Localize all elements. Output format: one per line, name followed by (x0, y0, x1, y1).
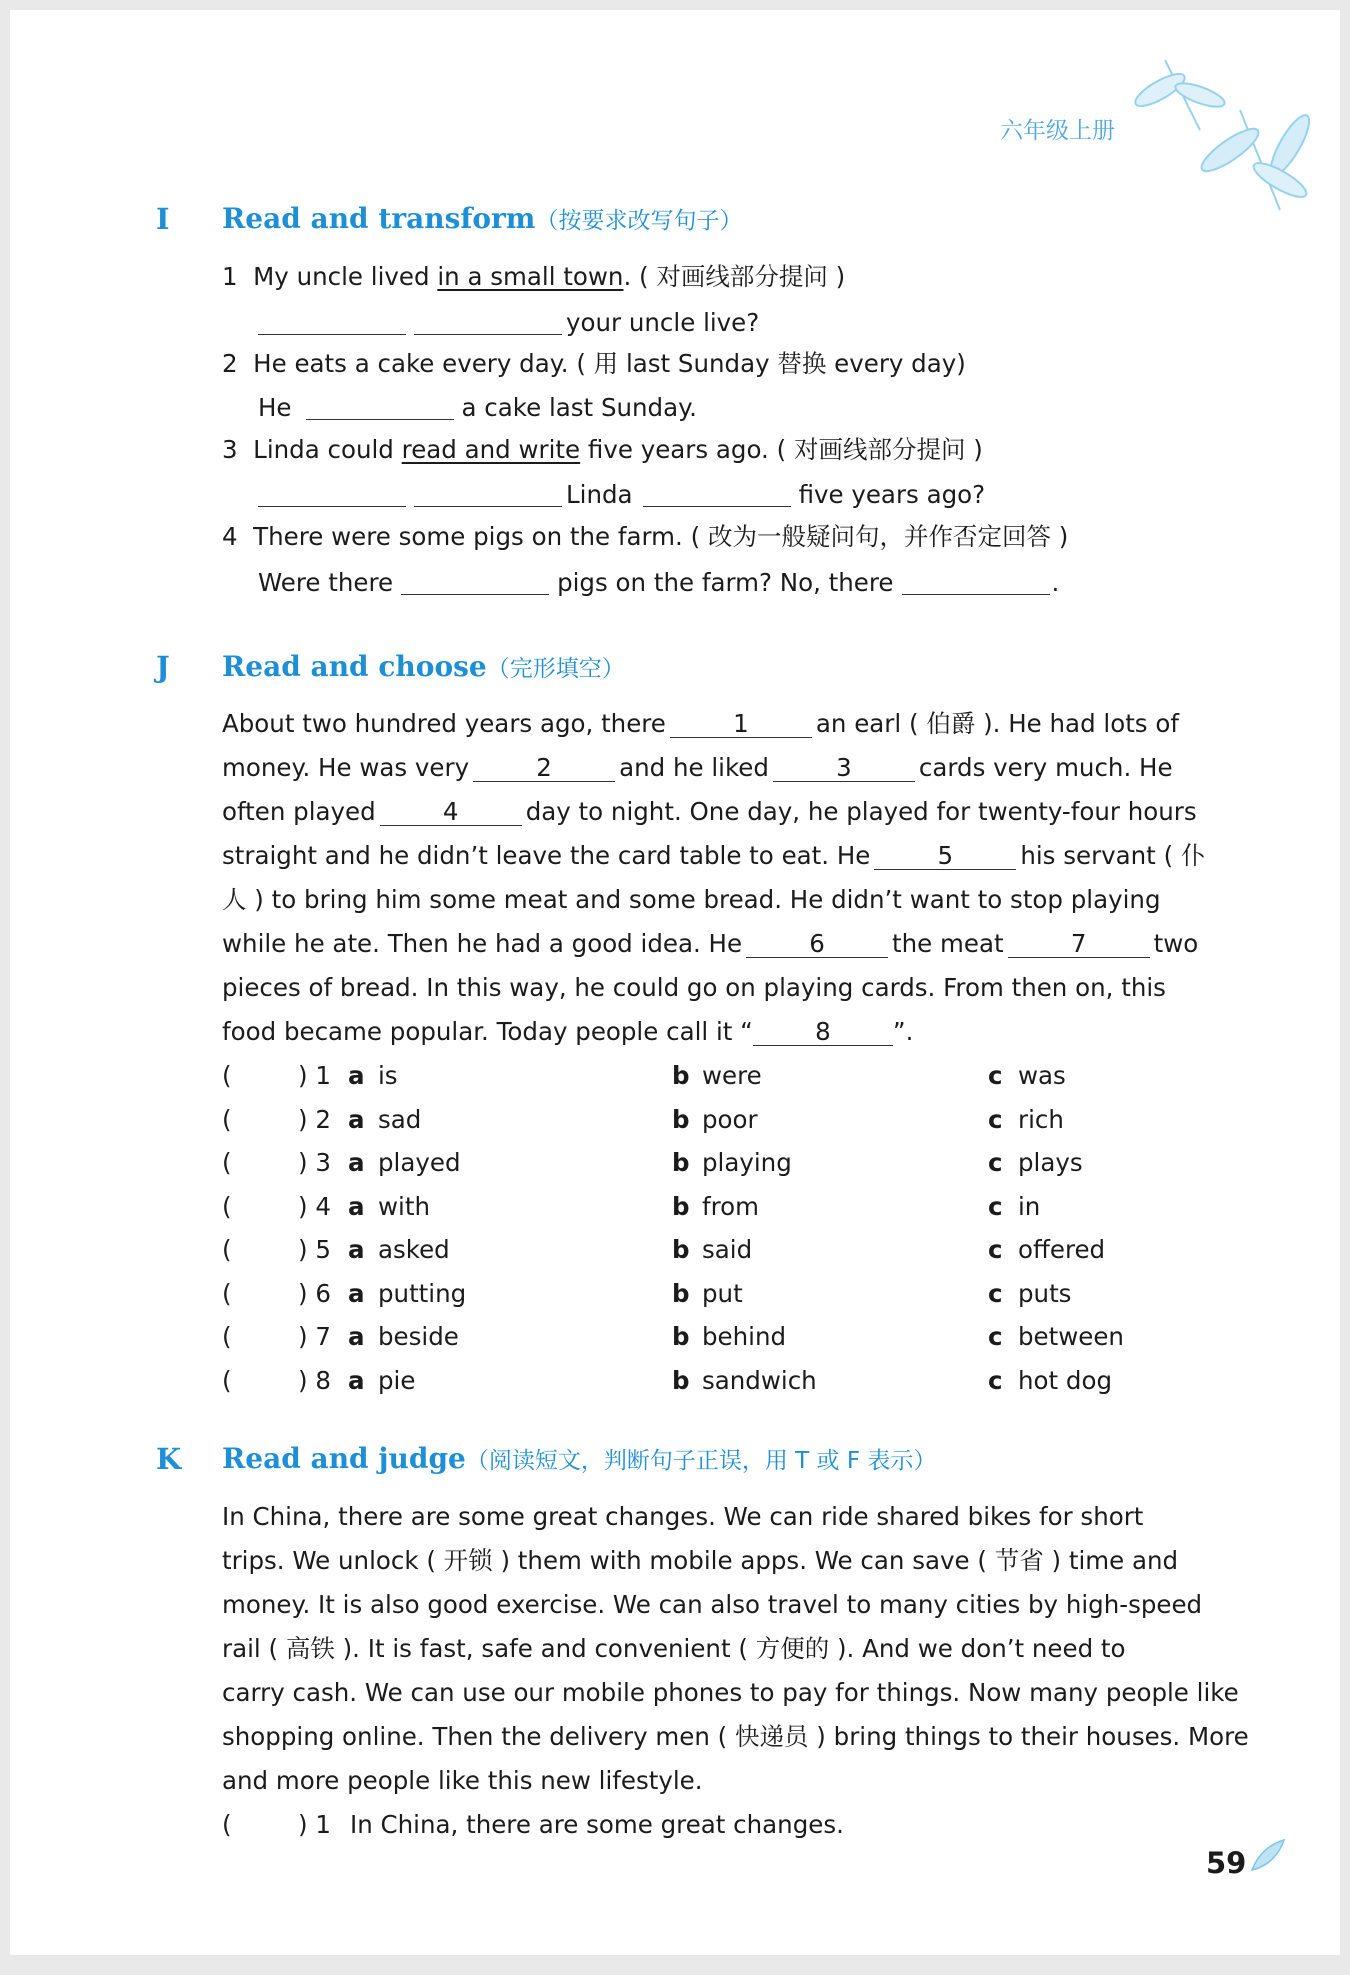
option-text: said (702, 1235, 753, 1264)
question-i-4 (222, 522, 1069, 551)
answer-text: . (1051, 568, 1060, 597)
answer-paren[interactable]: ( (222, 1148, 232, 1177)
passage-text: straight and he didn’t leave the card table to eat. He (222, 841, 871, 870)
section-k-title-cn: （阅读短文，判断句子正误，用 T 或 F 表示） (465, 1448, 937, 1474)
option-text: playing (702, 1148, 792, 1177)
answer-paren[interactable]: ( (222, 1104, 232, 1134)
passage-text: pieces of bread. In this way, he could go on playing cards. From then on, this (222, 973, 1166, 1002)
option-a[interactable] (348, 1104, 422, 1134)
underlined-text: read and write (401, 435, 581, 464)
option-letter: c (988, 1061, 1003, 1090)
passage-text: cards very much. He (918, 753, 1173, 782)
section-k-title (222, 1442, 936, 1475)
passage-text: often played (222, 797, 376, 826)
answer-paren[interactable]: ( (222, 1061, 232, 1090)
answer-i-1 (258, 310, 759, 336)
option-text: sandwich (702, 1365, 817, 1395)
answer-text: Were there (258, 568, 394, 597)
passage-j-line (222, 885, 1161, 914)
question-text: My uncle lived (253, 262, 438, 291)
judge-paren[interactable]: ( (222, 1810, 232, 1839)
option-text: pie (378, 1365, 416, 1395)
workbook-page (10, 10, 1340, 1955)
passage-j-line (222, 841, 1206, 870)
answer-blank[interactable] (414, 310, 562, 335)
question-text: There were some pigs on the farm. ( 改为一般疑问句，并作否定回答 ) (253, 522, 1069, 551)
option-text: were (702, 1061, 762, 1090)
cloze-blank[interactable]: 3 (773, 756, 915, 782)
section-i-letter: I (156, 202, 170, 236)
answer-paren[interactable]: ( (222, 1235, 232, 1264)
option-a[interactable] (348, 1191, 430, 1221)
passage-text: money. He was very (222, 753, 470, 782)
answer-paren[interactable]: ( (222, 1322, 232, 1351)
option-letter: b (672, 1322, 690, 1351)
answer-blank[interactable] (401, 570, 549, 595)
option-c[interactable] (988, 1148, 1083, 1177)
option-text: with (378, 1191, 430, 1221)
grade-label: 六年级上册 (1000, 118, 1115, 144)
option-text: asked (378, 1235, 450, 1264)
option-number: ) 4 (298, 1191, 331, 1221)
passage-text: while he ate. Then he had a good idea. He (222, 929, 743, 958)
option-a[interactable] (348, 1061, 398, 1090)
answer-blank[interactable] (643, 482, 791, 507)
option-b[interactable] (672, 1235, 753, 1264)
section-i-title-en: Read and transform (222, 202, 536, 235)
option-letter: a (348, 1191, 365, 1221)
option-text: rich (1018, 1104, 1064, 1134)
option-letter: c (988, 1235, 1003, 1264)
passage-k-line: carry cash. We can use our mobile phones to pay for things. Now many people like (222, 1678, 1239, 1707)
passage-k-line: trips. We unlock ( 开锁 ) them with mobile apps. We can save ( 节省 ) time and (222, 1546, 1179, 1575)
passage-k-line: rail ( 高铁 ). It is fast, safe and convenient ( 方便的 ). And we don’t need to (222, 1634, 1126, 1663)
answer-text: pigs on the farm? No, there (557, 568, 894, 597)
passage-k-line: money. It is also good exercise. We can also travel to many cities by high-speed (222, 1590, 1203, 1619)
answer-blank[interactable] (306, 395, 454, 420)
option-b[interactable] (672, 1365, 817, 1395)
cloze-blank[interactable]: 8 (753, 1020, 893, 1046)
option-b[interactable] (672, 1148, 792, 1177)
section-i-title-cn: （按要求改写句子） (535, 208, 743, 234)
passage-text: and he liked (619, 753, 769, 782)
option-letter: a (348, 1278, 365, 1308)
option-c[interactable] (988, 1235, 1106, 1264)
option-c[interactable] (988, 1365, 1113, 1395)
option-letter: c (988, 1104, 1003, 1134)
option-letter: b (672, 1061, 690, 1090)
option-c[interactable] (988, 1322, 1124, 1351)
page-number: 59 (1206, 1846, 1247, 1880)
option-number: ) 8 (298, 1365, 331, 1395)
option-a[interactable] (348, 1148, 461, 1177)
answer-blank[interactable] (258, 310, 406, 335)
option-text: poor (702, 1104, 758, 1134)
option-letter: c (988, 1322, 1003, 1351)
passage-j-line (222, 709, 1179, 738)
option-text: puts (1018, 1278, 1072, 1308)
option-c[interactable] (988, 1061, 1066, 1090)
option-a[interactable] (348, 1235, 450, 1264)
cloze-blank[interactable]: 4 (380, 800, 522, 826)
cloze-blank[interactable]: 7 (1008, 932, 1150, 958)
question-number: 1 (222, 262, 238, 291)
answer-i-2 (258, 395, 697, 421)
question-instruction: . ( 对画线部分提问 ) (623, 262, 846, 291)
cloze-blank[interactable]: 5 (874, 844, 1016, 870)
underlined-text: in a small town (437, 262, 624, 291)
section-j-title (222, 650, 625, 683)
option-letter: b (672, 1365, 690, 1395)
answer-text: your uncle live? (566, 308, 760, 337)
section-j-title-cn: （完形填空） (486, 656, 625, 682)
option-number: ) 1 (298, 1061, 331, 1090)
answer-text: He (258, 393, 292, 422)
option-text: put (702, 1278, 743, 1308)
section-i-title (222, 202, 742, 235)
judge-statement: In China, there are some great changes. (350, 1810, 844, 1839)
option-text: between (1018, 1322, 1124, 1351)
option-c[interactable] (988, 1278, 1072, 1308)
option-number: ) 3 (298, 1148, 331, 1177)
option-a[interactable] (348, 1365, 416, 1395)
question-i-3 (222, 435, 983, 464)
option-letter: b (672, 1104, 690, 1134)
cloze-blank[interactable]: 6 (746, 932, 888, 958)
option-letter: a (348, 1365, 365, 1395)
option-letter: c (988, 1191, 1003, 1221)
option-text: plays (1018, 1148, 1083, 1177)
passage-text: day to night. One day, he played for twenty-four hours (525, 797, 1197, 826)
section-j-title-en: Read and choose (222, 650, 487, 683)
section-j-letter: J (156, 650, 170, 684)
passage-j-line (222, 1017, 914, 1046)
cloze-blank[interactable]: 2 (473, 756, 615, 782)
option-c[interactable] (988, 1191, 1041, 1221)
option-text: was (1018, 1061, 1066, 1090)
passage-text: About two hundred years ago, there (222, 709, 666, 738)
option-letter: b (672, 1148, 690, 1177)
section-k-letter: K (156, 1442, 182, 1476)
option-letter: b (672, 1278, 690, 1308)
question-number: 4 (222, 522, 238, 551)
question-number: 3 (222, 435, 238, 464)
option-text: played (378, 1148, 461, 1177)
option-text: in (1018, 1191, 1041, 1221)
answer-blank[interactable] (258, 482, 406, 507)
option-letter: a (348, 1061, 365, 1090)
passage-j-line (222, 929, 1199, 958)
option-text: putting (378, 1278, 467, 1308)
option-text: behind (702, 1322, 787, 1351)
option-letter: c (988, 1278, 1003, 1308)
passage-text: 人 ) to bring him some meat and some bread. He didn’t want to stop playing (222, 885, 1161, 914)
answer-text: Linda (566, 480, 633, 509)
option-letter: a (348, 1322, 365, 1351)
option-number: ) 7 (298, 1322, 331, 1351)
answer-blank[interactable] (902, 570, 1050, 595)
option-b[interactable] (672, 1061, 762, 1090)
passage-text: an earl ( 伯爵 ). He had lots of (815, 709, 1179, 738)
option-b[interactable] (672, 1104, 758, 1134)
question-instruction: five years ago. ( 对画线部分提问 ) (580, 435, 983, 464)
option-number: ) 2 (298, 1104, 331, 1134)
option-text: hot dog (1018, 1365, 1113, 1395)
option-number: ) 6 (298, 1278, 331, 1308)
option-text: sad (378, 1104, 422, 1134)
section-k-title-en: Read and judge (222, 1442, 466, 1475)
option-a[interactable] (348, 1322, 459, 1351)
passage-k-line: In China, there are some great changes. We can ride shared bikes for short (222, 1502, 1144, 1531)
answer-paren[interactable]: ( (222, 1191, 232, 1221)
option-number: ) 5 (298, 1235, 331, 1264)
passage-text: the meat (892, 929, 1004, 958)
option-letter: a (348, 1104, 365, 1134)
passage-j-line (222, 753, 1173, 782)
cloze-blank[interactable]: 1 (670, 712, 812, 738)
answer-paren[interactable]: ( (222, 1278, 232, 1308)
option-text: beside (378, 1322, 459, 1351)
passage-k-line: shopping online. Then the delivery men ( 快递员 ) bring things to their houses. More (222, 1722, 1249, 1751)
option-letter: c (988, 1148, 1003, 1177)
question-i-1 (222, 262, 846, 291)
option-b[interactable] (672, 1322, 787, 1351)
option-b[interactable] (672, 1278, 743, 1308)
option-text: offered (1018, 1235, 1106, 1264)
question-i-2 (222, 349, 966, 378)
passage-text: ”. (892, 1017, 914, 1046)
answer-paren[interactable]: ( (222, 1365, 232, 1395)
passage-j-line (222, 797, 1197, 826)
passage-text: his servant ( 仆 (1020, 841, 1206, 870)
option-letter: a (348, 1235, 365, 1264)
question-text: Linda could (253, 435, 402, 464)
dragonfly-icon (1130, 50, 1330, 220)
option-letter: a (348, 1148, 365, 1177)
judge-number: ) 1 (298, 1810, 331, 1839)
answer-text: five years ago? (798, 480, 986, 509)
option-text: is (378, 1061, 398, 1090)
passage-k-line: and more people like this new lifestyle. (222, 1766, 703, 1795)
answer-text: a cake last Sunday. (461, 393, 697, 422)
answer-i-4 (258, 570, 1059, 596)
leaf-icon (1248, 1836, 1288, 1876)
option-a[interactable] (348, 1278, 467, 1308)
option-letter: b (672, 1235, 690, 1264)
answer-i-3 (258, 482, 985, 508)
option-letter: c (988, 1365, 1003, 1395)
option-c[interactable] (988, 1104, 1064, 1134)
passage-text: food became popular. Today people call it “ (222, 1017, 753, 1046)
option-text: from (702, 1191, 760, 1221)
option-letter: b (672, 1191, 690, 1221)
option-b[interactable] (672, 1191, 760, 1221)
question-number: 2 (222, 349, 238, 378)
question-text: He eats a cake every day. ( 用 last Sunday 替换 every day) (253, 349, 966, 378)
answer-blank[interactable] (414, 482, 562, 507)
passage-text: two (1153, 929, 1199, 958)
passage-j-line (222, 973, 1166, 1002)
